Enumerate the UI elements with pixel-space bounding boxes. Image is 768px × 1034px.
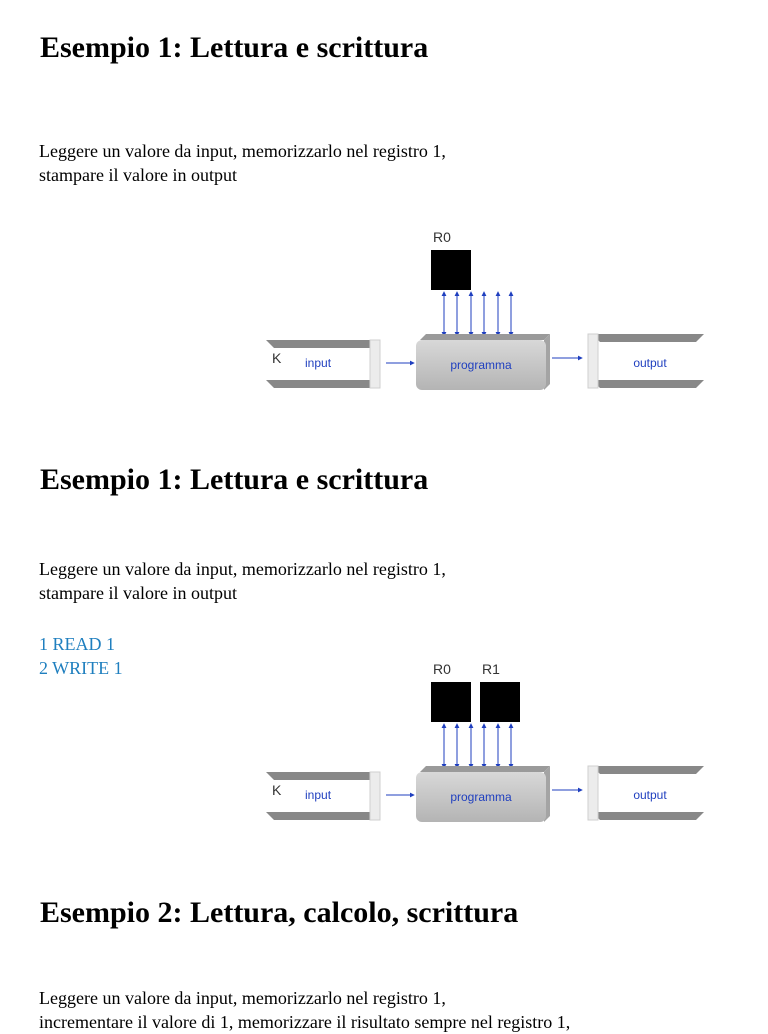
input-label: input	[305, 788, 332, 802]
register-r0	[431, 250, 471, 290]
input-k-label: K	[272, 782, 282, 798]
input-label: input	[305, 356, 332, 370]
section-3-heading: Esempio 2: Lettura, calcolo, scrittura	[40, 896, 519, 929]
input-k-label: K	[272, 350, 282, 366]
section-1-heading: Esempio 1: Lettura e scrittura	[40, 31, 429, 64]
program-label: programma	[450, 358, 512, 372]
code-line-1: 1 READ 1	[39, 634, 115, 654]
register-r1	[480, 682, 520, 722]
register-label-r0: R0	[433, 661, 451, 677]
section-2-text-line-2: stampare il valore in output	[39, 583, 237, 603]
section-1-text-line-1: Leggere un valore da input, memorizzarlo nel registro 1,	[39, 141, 446, 161]
section-3-text-line-1: Leggere un valore da input, memorizzarlo nel registro 1,	[39, 988, 446, 1008]
program-label: programma	[450, 790, 512, 804]
section-3-text-line-2: incrementare il valore di 1, memorizzare il risultato sempre nel registro 1,	[39, 1012, 571, 1032]
code-line-2: 2 WRITE 1	[39, 658, 123, 678]
section-2-heading: Esempio 1: Lettura e scrittura	[40, 463, 429, 496]
register-bus-arrows	[444, 724, 511, 768]
register-label-r0: R0	[433, 229, 451, 245]
section-2-text-line-1: Leggere un valore da input, memorizzarlo nel registro 1,	[39, 559, 446, 579]
section-2-diagram	[260, 654, 740, 844]
register-label-r1: R1	[482, 661, 500, 677]
output-label: output	[633, 356, 667, 370]
section-1-text-line-2: stampare il valore in output	[39, 165, 237, 185]
section-1-diagram	[260, 222, 740, 412]
register-bus-arrows	[444, 292, 511, 336]
output-label: output	[633, 788, 667, 802]
register-r0	[431, 682, 471, 722]
